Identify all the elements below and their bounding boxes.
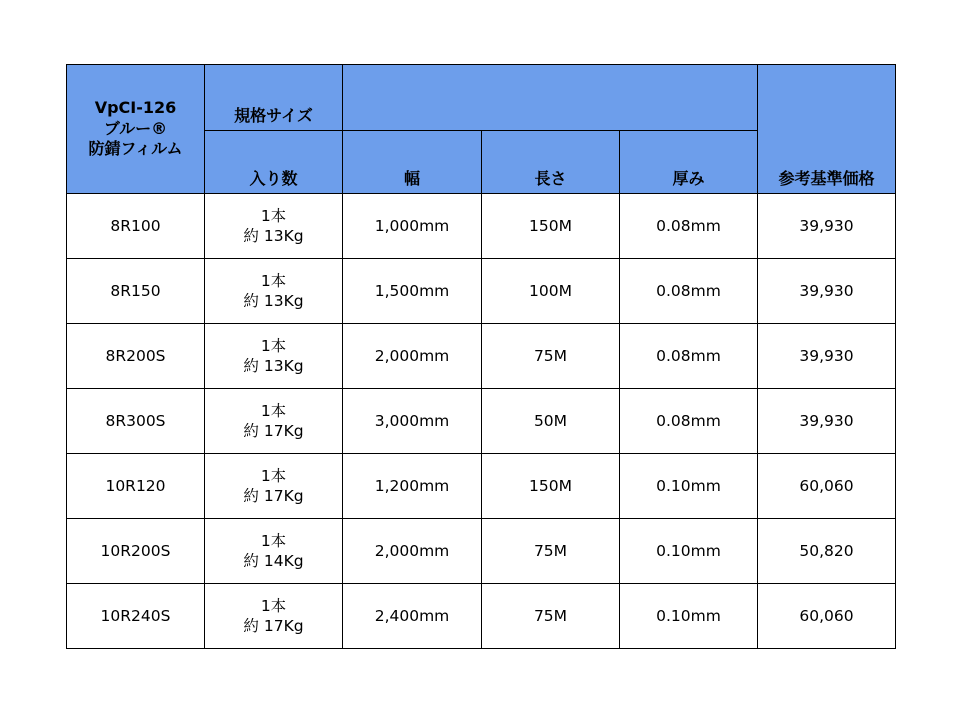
quantity-weight: 約 17Kg: [243, 422, 304, 440]
cell-thickness: 0.08mm: [620, 259, 758, 324]
quantity-weight: 約 13Kg: [243, 292, 304, 310]
cell-width: 2,000mm: [343, 324, 482, 389]
table-row: [67, 389, 896, 454]
cell-thickness: 0.10mm: [620, 454, 758, 519]
cell-model: 10R120: [67, 454, 205, 519]
table-row: [67, 194, 896, 259]
table-row: [67, 519, 896, 584]
header-price: 参考基準価格: [758, 65, 896, 194]
table-row: [67, 259, 896, 324]
quantity-weight: 約 13Kg: [243, 227, 304, 245]
cell-width: 1,000mm: [343, 194, 482, 259]
cell-model: 8R300S: [67, 389, 205, 454]
cell-length: 50M: [482, 389, 620, 454]
cell-width: 2,000mm: [343, 519, 482, 584]
quantity-count: 1本: [260, 401, 287, 420]
quantity-weight: 約 17Kg: [243, 617, 304, 635]
cell-thickness: 0.10mm: [620, 519, 758, 584]
cell-width: 2,400mm: [343, 584, 482, 649]
cell-length: 75M: [482, 584, 620, 649]
product-title-line: ブルー®: [103, 118, 168, 138]
cell-width: 1,500mm: [343, 259, 482, 324]
cell-width: 1,200mm: [343, 454, 482, 519]
product-title-line: VpCI-126: [94, 97, 177, 117]
cell-model: 8R150: [67, 259, 205, 324]
table-row: [67, 324, 896, 389]
header-spec-size: 規格サイズ: [205, 65, 343, 131]
cell-quantity: [205, 259, 343, 324]
quantity-count: 1本: [260, 271, 287, 290]
quantity-weight: 約 17Kg: [243, 487, 304, 505]
cell-length: 75M: [482, 519, 620, 584]
cell-quantity: [205, 454, 343, 519]
cell-model: 8R200S: [67, 324, 205, 389]
cell-model: 10R200S: [67, 519, 205, 584]
cell-quantity: [205, 519, 343, 584]
cell-price: 60,060: [758, 454, 896, 519]
cell-thickness: 0.08mm: [620, 389, 758, 454]
cell-model: 8R100: [67, 194, 205, 259]
quantity-count: 1本: [260, 596, 287, 615]
cell-model: 10R240S: [67, 584, 205, 649]
cell-thickness: 0.08mm: [620, 324, 758, 389]
cell-price: 50,820: [758, 519, 896, 584]
table-row: [67, 454, 896, 519]
header-spec-size-span: [343, 65, 758, 131]
cell-thickness: 0.10mm: [620, 584, 758, 649]
quantity-count: 1本: [260, 531, 287, 550]
cell-width: 3,000mm: [343, 389, 482, 454]
cell-quantity: [205, 584, 343, 649]
header-thickness: 厚み: [620, 131, 758, 194]
header-width: 幅: [343, 131, 482, 194]
quantity-count: 1本: [260, 206, 287, 225]
cell-quantity: [205, 194, 343, 259]
header-length: 長さ: [482, 131, 620, 194]
cell-length: 100M: [482, 259, 620, 324]
cell-quantity: [205, 324, 343, 389]
product-title-line: 防錆フィルム: [88, 139, 183, 159]
cell-price: 39,930: [758, 259, 896, 324]
cell-length: 150M: [482, 454, 620, 519]
cell-price: 39,930: [758, 389, 896, 454]
cell-quantity: [205, 389, 343, 454]
cell-price: 60,060: [758, 584, 896, 649]
header-product-title: [67, 65, 205, 194]
header-quantity: 入り数: [205, 131, 343, 194]
quantity-weight: 約 13Kg: [243, 357, 304, 375]
quantity-count: 1本: [260, 336, 287, 355]
quantity-weight: 約 14Kg: [243, 552, 304, 570]
price-spec-table: [66, 64, 896, 649]
cell-price: 39,930: [758, 324, 896, 389]
cell-length: 150M: [482, 194, 620, 259]
table-row: [67, 584, 896, 649]
quantity-count: 1本: [260, 466, 287, 485]
cell-price: 39,930: [758, 194, 896, 259]
cell-length: 75M: [482, 324, 620, 389]
cell-thickness: 0.08mm: [620, 194, 758, 259]
